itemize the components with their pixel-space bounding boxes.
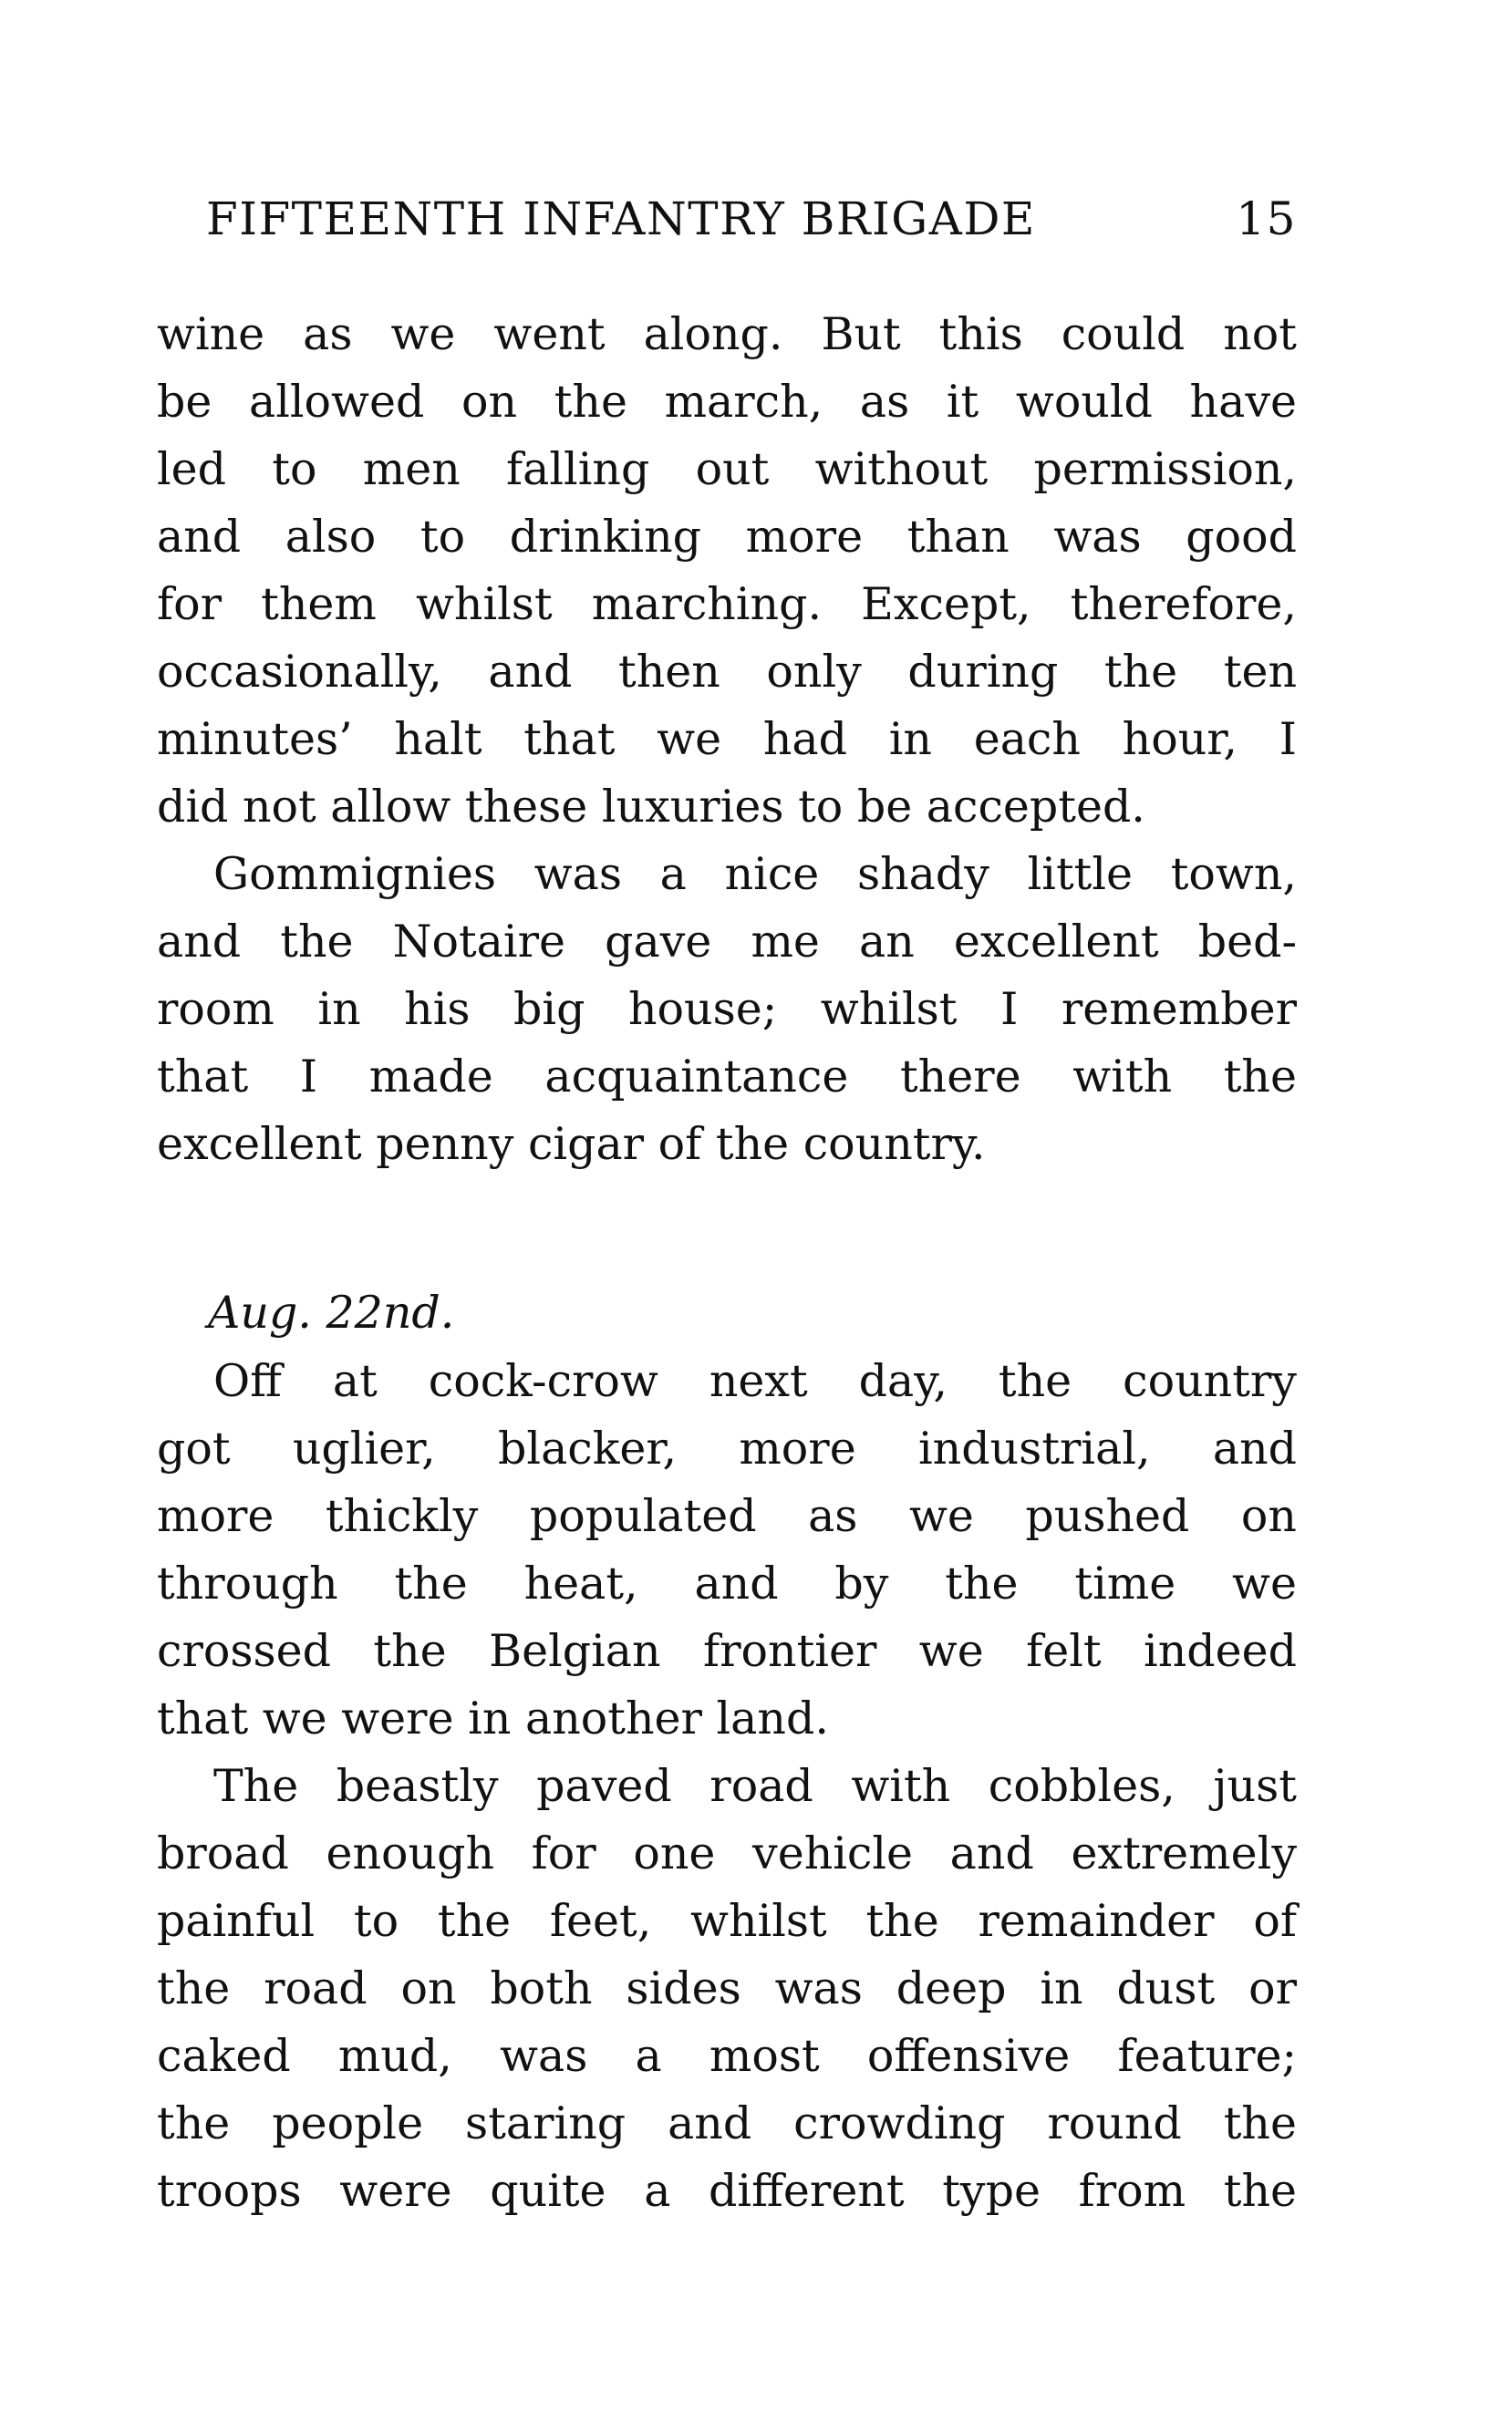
text-line: that I made acquaintance there with the [157, 1051, 1297, 1103]
text-line: more thickly populated as we pushed on [157, 1490, 1297, 1542]
body-text [157, 301, 1297, 2225]
text-line: and the Notaire gave me an excellent bed- [157, 916, 1297, 968]
text-line: room in his big house; whilst I remember [157, 983, 1297, 1035]
text-line: wine as we went along. But this could not [157, 308, 1297, 360]
text-line: minutes’ halt that we had in each hour, I [157, 713, 1297, 765]
section-gap [157, 1178, 1297, 1279]
text-line: be allowed on the march, as it would have [157, 376, 1297, 428]
text-line: caked mud, was a most offensive feature; [157, 2030, 1297, 2082]
paragraph-2 [157, 841, 1297, 1178]
text-line: the people staring and crowding round the [157, 2097, 1297, 2149]
paragraph-4 [157, 1753, 1297, 2225]
text-line: did not allow these luxuries to be accepted. [157, 781, 1145, 833]
text-line: crossed the Belgian frontier we felt indeed [157, 1625, 1297, 1677]
text-line: through the heat, and by the time we [157, 1558, 1297, 1610]
paragraph-3 [157, 1348, 1297, 1753]
text-line: Off at cock-crow next day, the country [213, 1355, 1297, 1407]
page-number: 15 [1236, 192, 1297, 245]
running-head-title: FIFTEENTH INFANTRY BRIGADE [206, 192, 1036, 245]
text-line: painful to the feet, whilst the remainder of [157, 1895, 1297, 1947]
text-line: led to men falling out without permission, [157, 443, 1297, 495]
text-line: troops were quite a different type from the [157, 2165, 1297, 2217]
text-line: that we were in another land. [157, 1693, 829, 1745]
text-line: for them whilst marching. Except, therefore, [157, 578, 1297, 630]
text-line: The beastly paved road with cobbles, just [213, 1760, 1297, 1812]
date-heading: Aug. 22nd. [208, 1287, 455, 1339]
running-head [206, 192, 1297, 246]
text-line: broad enough for one vehicle and extremely [157, 1827, 1297, 1879]
text-line: occasionally, and then only during the ten [157, 646, 1297, 698]
text-line: and also to drinking more than was good [157, 511, 1297, 563]
text-line: the road on both sides was deep in dust or [157, 1962, 1297, 2014]
paragraph-1 [157, 301, 1297, 841]
text-line: got uglier, blacker, more industrial, and [157, 1423, 1297, 1475]
text-line: Gommignies was a nice shady little town, [213, 848, 1297, 900]
text-line: excellent penny cigar of the country. [157, 1118, 986, 1170]
